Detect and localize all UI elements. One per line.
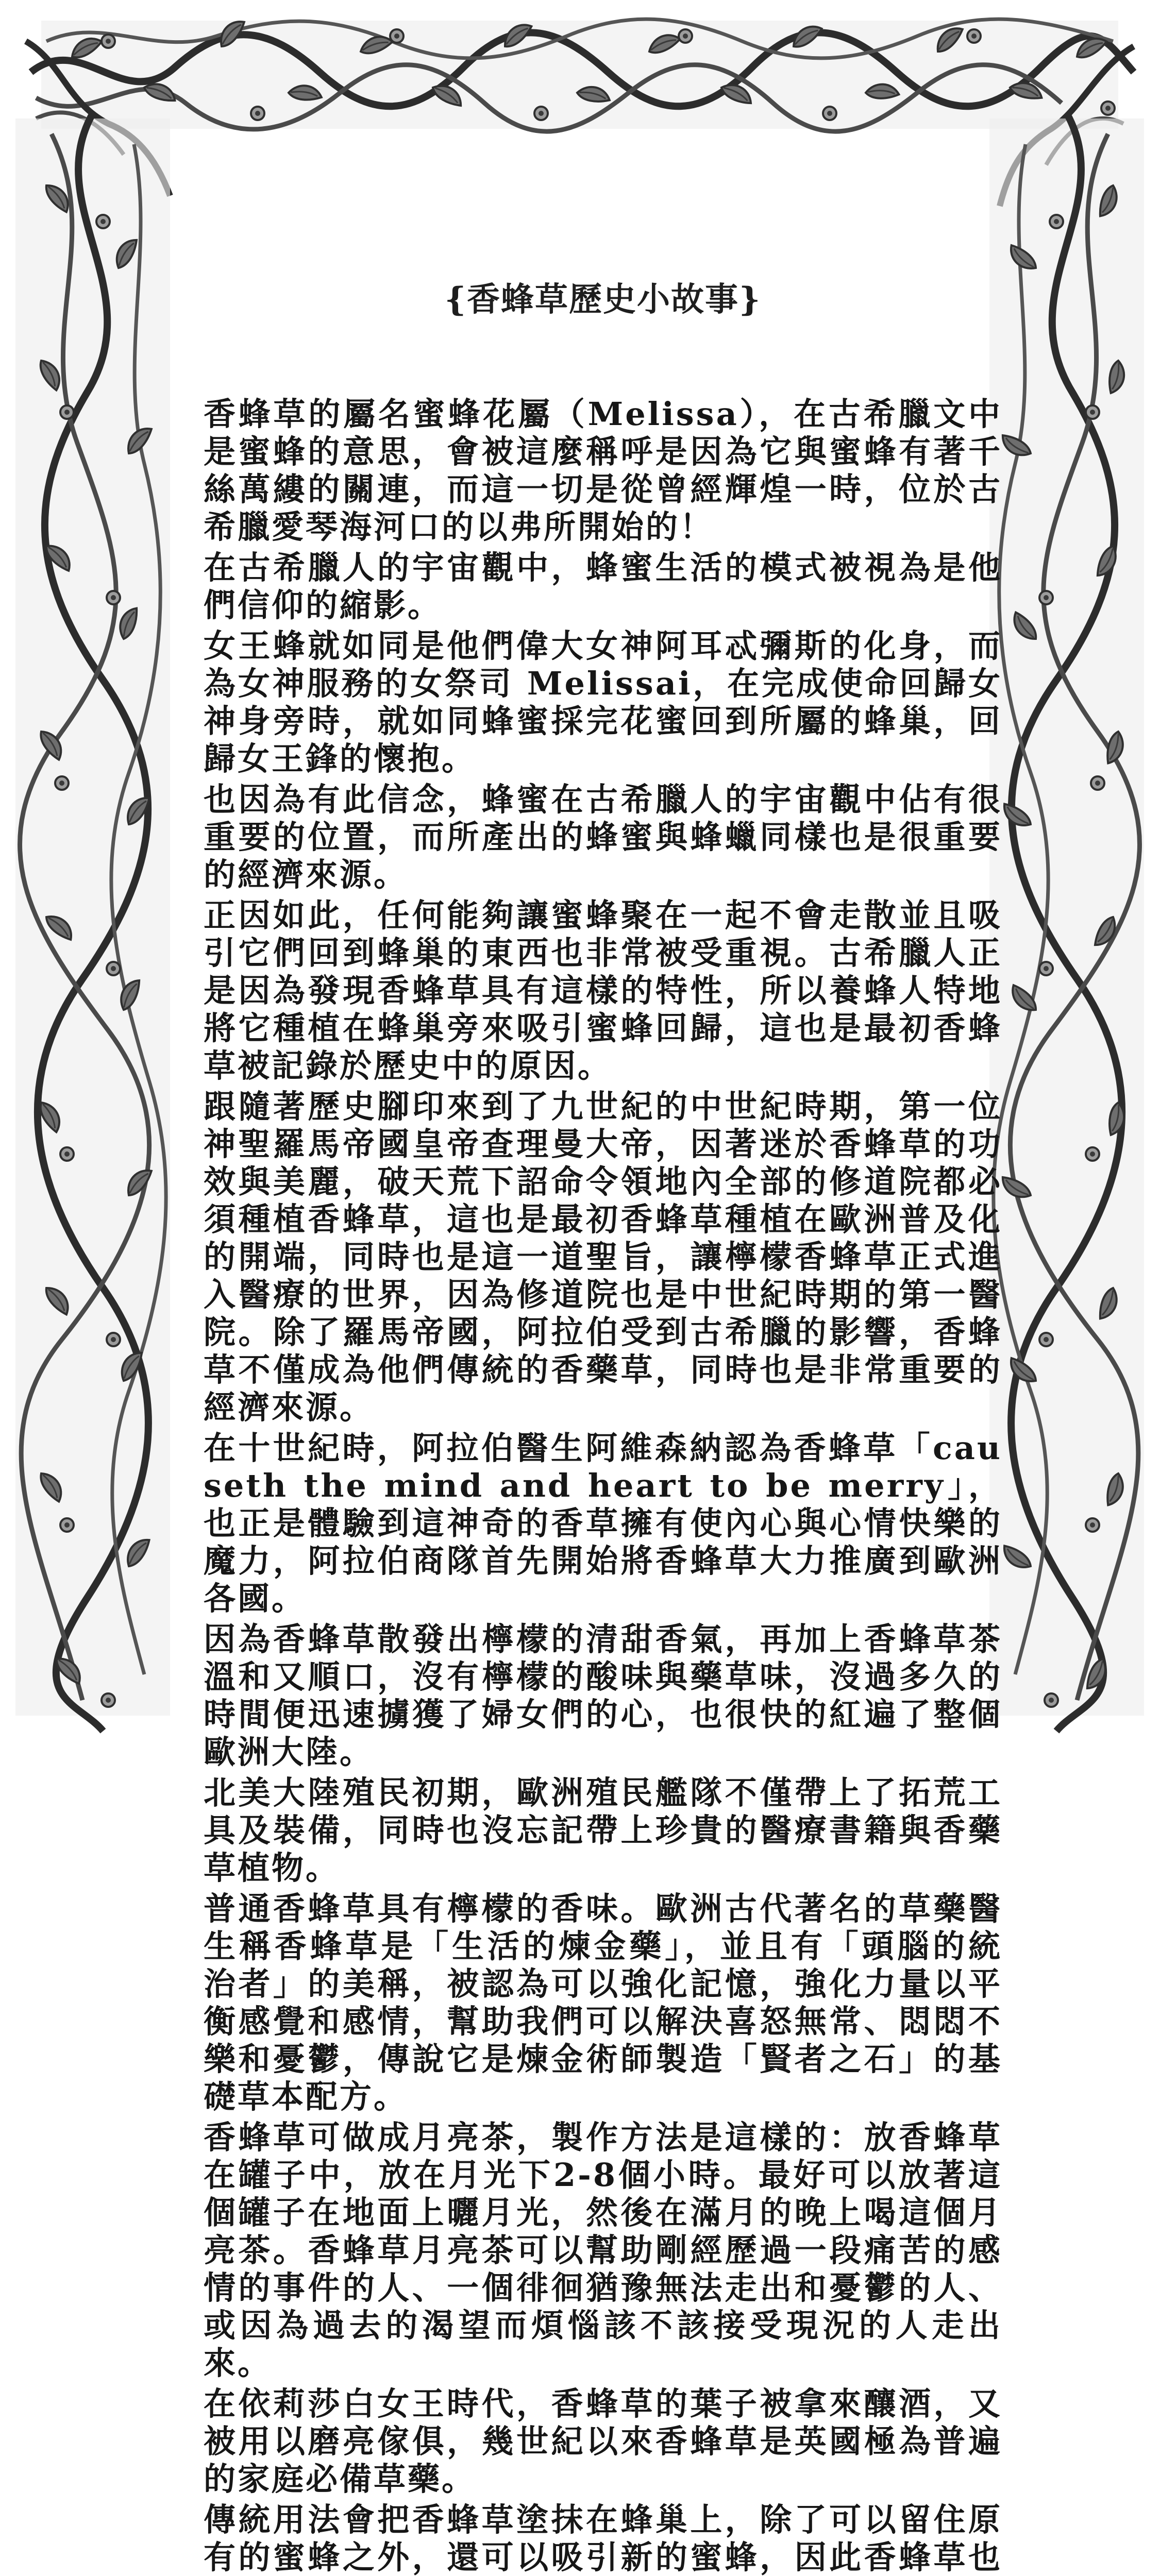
paragraph: 香蜂草的屬名蜜蜂花屬（Melissa），在古希臘文中是蜜蜂的意思，會被這麼稱呼是因為它與蜜蜂有著千絲萬縷的關連，而這一切是從曾經輝煌一時，位於古希臘愛琴海河口的以弗所開始的！ bbox=[204, 395, 1002, 546]
paragraph: 香蜂草可做成月亮茶，製作方法是這樣的：放香蜂草在罐子中，放在月光下2-8個小時。最好可以放著這個罐子在地面上曬月光，然後在滿月的晚上喝這個月亮茶。香蜂草月亮茶可以幫助剛經歷過一段痛苦的感情的事件的人、一個徘徊猶豫無法走出和憂鬱的人、或因為過去的渴望而煩惱該不該接受現況的人走出來。 bbox=[204, 2119, 1002, 2382]
paragraph: 因為香蜂草散發出檸檬的清甜香氣，再加上香蜂草茶溫和又順口，沒有檸檬的酸味與藥草味，沒過多久的時間便迅速擄獲了婦女們的心，也很快的紅遍了整個歐洲大陸。 bbox=[204, 1620, 1002, 1771]
article-title: {香蜂草歷史小故事} bbox=[444, 280, 762, 319]
paragraph: 女王蜂就如同是他們偉大女神阿耳忒彌斯的化身，而為女神服務的女祭司 Melissai，在完成使命回歸女神身旁時，就如同蜂蜜採完花蜜回到所屬的蜂巢，回歸女王鋒的懷抱。 bbox=[204, 627, 1002, 777]
left-vine-band bbox=[15, 113, 170, 1731]
paragraph: 北美大陸殖民初期，歐洲殖民艦隊不僅帶上了拓荒工具及裝備，同時也沒忘記帶上珍貴的醫療書籍與香藥草植物。 bbox=[204, 1774, 1002, 1887]
paragraph: 普通香蜂草具有檸檬的香味。歐洲古代著名的草藥醫生稱香蜂草是「生活的煉金藥」，並且有「頭腦的統治者」的美稱，被認為可以強化記憶，強化力量以平衡感覺和感情，幫助我們可以解決喜怒無常、悶悶不樂和憂鬱，傳說它是煉金術師製造「賢者之石」的基礎草本配方。 bbox=[204, 1890, 1002, 2115]
paragraph: 正因如此，任何能夠讓蜜蜂聚在一起不會走散並且吸引它們回到蜂巢的東西也非常被受重視。古希臘人正是因為發現香蜂草具有這樣的特性，所以養蜂人特地將它種植在蜂巢旁來吸引蜜蜂回歸，這也是最初香蜂草被記錄於歷史中的原因。 bbox=[204, 896, 1002, 1084]
paragraph: 在依莉莎白女王時代，香蜂草的葉子被拿來釀酒，又被用以磨亮傢俱，幾世紀以來香蜂草是英國極為普遍的家庭必備草藥。 bbox=[204, 2385, 1002, 2498]
article-body bbox=[204, 395, 1002, 2576]
paragraph: 跟隨著歷史腳印來到了九世紀的中世紀時期，第一位神聖羅馬帝國皇帝查理曼大帝，因著迷於香蜂草的功效與美麗，破天荒下詔命令領地內全部的修道院都必須種植香蜂草，這也是最初香蜂草種植在歐洲普及化的開端，同時也是這一道聖旨，讓檸檬香蜂草正式進入醫療的世界，因為修道院也是中世紀時期的第一醫院。除了羅馬帝國，阿拉伯受到古希臘的影響，香蜂草不僅成為他們傳統的香藥草，同時也是非常重要的經濟來源。 bbox=[204, 1088, 1002, 1426]
paragraph: 也因為有此信念，蜂蜜在古希臘人的宇宙觀中佔有很重要的位置，而所產出的蜂蜜與蜂蠟同樣也是很重要的經濟來源。 bbox=[204, 781, 1002, 893]
paragraph: 在十世紀時，阿拉伯醫生阿維森納認為香蜂草「causeth the mind and heart to be merry」，也正是體驗到這神奇的香草擁有使內心與心情快樂的魔力，阿拉伯商隊首先開始將香蜂草大力推廣到歐洲各國。 bbox=[204, 1429, 1002, 1617]
paragraph: 在古希臘人的宇宙觀中，蜂蜜生活的模式被視為是他們信仰的縮影。 bbox=[204, 549, 1002, 624]
article bbox=[204, 273, 1002, 2576]
paragraph: 傳統用法會把香蜂草塗抹在蜂巢上，除了可以留住原有的蜜蜂之外，還可以吸引新的蜜蜂，因此香蜂草也 bbox=[204, 2501, 1002, 2576]
